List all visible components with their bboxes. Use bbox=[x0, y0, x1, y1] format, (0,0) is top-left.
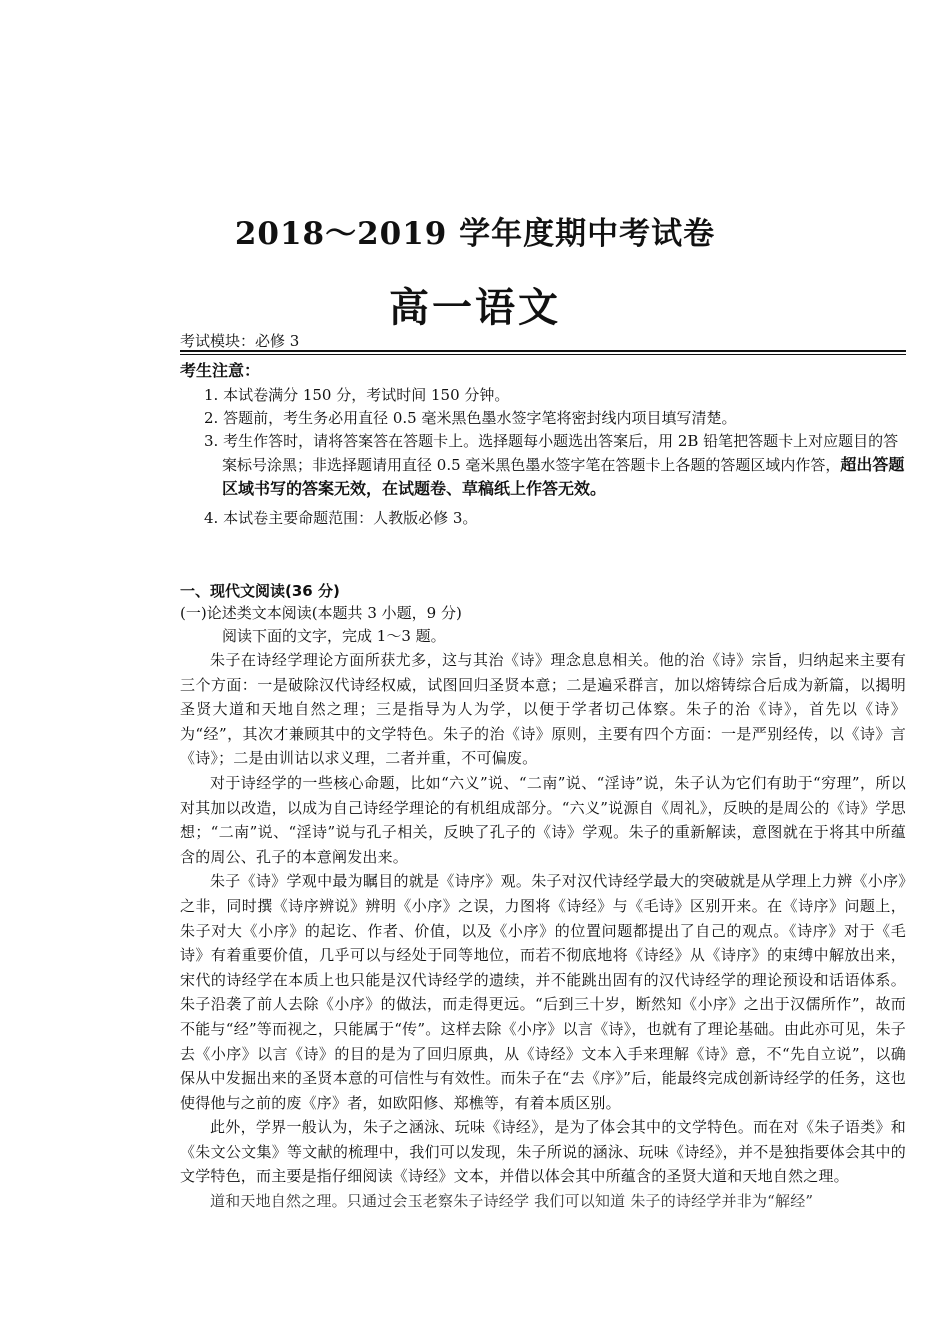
passage-paragraph-cutoff: 道和天地自然之理。只通过会玉老察朱子诗经学 我们可以知道 朱子的诗经学并非为“解经” bbox=[210, 1192, 814, 1211]
section-title: 一、现代文阅读(36 分) bbox=[180, 582, 340, 600]
subsection-title: (一)论述类文本阅读(本题共 3 小题，9 分) bbox=[180, 604, 462, 622]
exam-module: 考试模块：必修 3 bbox=[180, 332, 300, 350]
notice-item-3 bbox=[180, 430, 906, 501]
header-rule-thick bbox=[180, 350, 906, 352]
subject-title: 高一语文 bbox=[389, 284, 561, 331]
notice-item-3-text: 3. 考生作答时，请将答案答在答题卡上。选择题每小题选出答案后，用 2B 铅笔把答题卡上对应题目的答案标号涂黑；非选择题请用直径 0.5 毫米黑色墨水签字笔在答题卡上各题的答题区域内作答， bbox=[204, 432, 899, 474]
reading-section bbox=[180, 580, 906, 1211]
notice-item-3-emphasis: 超出答题区域书写的答案无效，在试题卷、草稿纸上作答无效。 bbox=[222, 455, 905, 498]
notice-item-4: 4. 本试卷主要命题范围：人教版必修 3。 bbox=[204, 509, 478, 527]
passage-paragraph-1: 朱子在诗经学理论方面所获尤多，这与其治《诗》理念息息相关。他的治《诗》宗旨，归纳起来主要有三个方面：一是破除汉代诗经权威，试图回归圣贤本意；二是遍采群言，加以熔铸综合后成为新篇，以揭明圣贤大道和天地自然之理；三是指导为人为学，以便于学者切己体察。朱子的治《诗》，首先以《诗》为“经”，其次才兼顾其中的文学特色。朱子的治《诗》原则，主要有四个方面：一是严别经传，以《诗》言《诗》；二是由训诂以求义理，二者并重，不可偏废。 bbox=[180, 651, 906, 768]
candidate-notice bbox=[180, 360, 906, 530]
passage-paragraph-3: 朱子《诗》学观中最为瞩目的就是《诗序》观。朱子对汉代诗经学最大的突破就是从学理上力辨《小序》之非，同时撰《诗序辨说》辨明《小序》之误，力图将《诗经》与《毛诗》区别开来。在《诗序》问题上，朱子对大《小序》的起讫、作者、价值，以及《小序》的位置问题都提出了自己的观点。《诗序》对于《毛诗》有着重要价值，几乎可以与经处于同等地位，而若不彻底地将《诗经》从《诗序》的束缚中解放出来，宋代的诗经学在本质上也只能是汉代诗经学的遗续，并不能跳出固有的汉代诗经学的理论预设和话语体系。朱子沿袭了前人去除《小序》的做法，而走得更远。“后到三十岁，断然知《小序》之出于汉儒所作”，故而不能与“经”等而视之，只能属于“传”。这样去除《小序》以言《诗》，也就有了理论基础。由此亦可见，朱子去《小序》以言《诗》的目的是为了回归原典，从《诗经》文本入手来理解《诗》意，不“先自立说”，以确保从中发掘出来的圣贤本意的可信性与有效性。而朱子在“去《序》”后，能最终完成创新诗经学的任务，这也使得他与之前的废《序》者，如欧阳修、郑樵等，有着本质区别。 bbox=[180, 872, 906, 1112]
header-rule-thin bbox=[180, 354, 906, 355]
exam-title: 2018～2019 学年度期中考试卷 bbox=[234, 216, 716, 252]
notice-heading: 考生注意： bbox=[180, 361, 261, 380]
passage-paragraph-2: 对于诗经学的一些核心命题，比如“六义”说、“二南”说、“淫诗”说，朱子认为它们有助于“穷理”，所以对其加以改造，以成为自己诗经学理论的有机组成部分。“六义”说源自《周礼》，反映的是周公的《诗》学思想；“二南”说、“淫诗”说与孔子相关，反映了孔子的《诗》学观。朱子的重新解读，意图就在于将其中所蕴含的周公、孔子的本意阐发出来。 bbox=[180, 773, 906, 866]
reading-instruction: 阅读下面的文字，完成 1～3 题。 bbox=[222, 627, 446, 645]
passage-paragraph-4: 此外，学界一般认为，朱子之涵泳、玩味《诗经》，是为了体会其中的文学特色。而在对《朱子语类》和《朱文公文集》等文献的梳理中，我们可以发现，朱子所说的涵泳、玩味《诗经》，并不是独指要体会其中的文学特色，而主要是指仔细阅读《诗经》文本，并借以体会其中所蕴含的圣贤大道和天地自然之理。 bbox=[180, 1118, 906, 1186]
notice-item-1: 1. 本试卷满分 150 分，考试时间 150 分钟。 bbox=[204, 386, 510, 404]
notice-item-2: 2. 答题前，考生务必用直径 0.5 毫米黑色墨水签字笔将密封线内项目填写清楚。 bbox=[204, 409, 737, 427]
